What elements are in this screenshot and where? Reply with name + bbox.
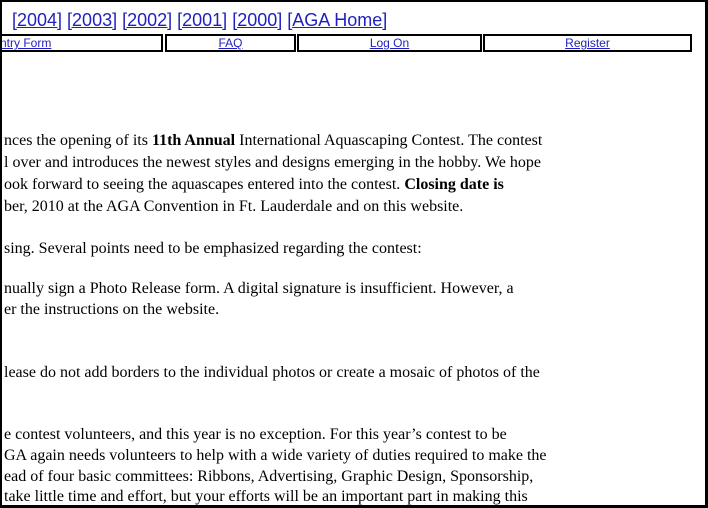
nav-bar [0, 34, 708, 54]
paragraph-2: sing. Several points need to be emphasized regarding the contest: [4, 240, 422, 257]
year-link-2002[interactable]: [2002] [122, 10, 173, 30]
paragraph-1-line-1: nces the opening of its 11th Annual International Aquascaping Contest. The contest [4, 132, 543, 149]
register-link[interactable]: Register [565, 36, 610, 50]
paragraph-5-line-4: take little time and effort, but your efforts will be an important part in making this [4, 488, 528, 505]
paragraph-5-line-1: e contest volunteers, and this year is no exception. For this year’s contest to be [4, 426, 507, 443]
paragraph-1-line-3: ook forward to seeing the aquascapes entered into the contest. Closing date is [4, 176, 504, 193]
paragraph-4: lease do not add borders to the individual photos or create a mosaic of photos of the [4, 364, 540, 381]
log-on-link[interactable]: Log On [369, 36, 410, 50]
entry-form-link[interactable]: ntry Form [0, 36, 52, 50]
faq-link[interactable]: FAQ [218, 36, 243, 50]
nav-cell-register [483, 34, 692, 52]
annual-emphasis: 11th Annual [151, 132, 236, 149]
paragraph-3-line-1: nually sign a Photo Release form. A digital signature is insufficient. However, a [4, 280, 514, 297]
aga-home-link[interactable]: [AGA Home] [287, 10, 388, 30]
closing-date-emphasis: Closing date is [404, 176, 504, 193]
paragraph-3-line-2: er the instructions on the website. [4, 301, 220, 318]
paragraph-5-line-2: GA again needs volunteers to help with a wide variety of duties required to make the [4, 447, 547, 464]
year-link-2003[interactable]: [2003] [67, 10, 118, 30]
nav-cell-faq [165, 34, 296, 52]
year-links [0, 8, 387, 32]
paragraph-5-line-3: ead of four basic committees: Ribbons, Advertising, Graphic Design, Sponsorship, [4, 468, 534, 485]
year-link-2000[interactable]: [2000] [232, 10, 283, 30]
nav-cell-log-on [297, 34, 482, 52]
paragraph-1-line-2: l over and introduces the newest styles and designs emerging in the hobby. We hope [4, 154, 541, 171]
paragraph-1-line-4: ber, 2010 at the AGA Convention in Ft. Lauderdale and on this website. [4, 198, 464, 215]
year-link-2001[interactable]: [2001] [177, 10, 228, 30]
nav-cell-entry-form [0, 34, 163, 52]
year-link-2004[interactable]: [2004] [12, 10, 63, 30]
